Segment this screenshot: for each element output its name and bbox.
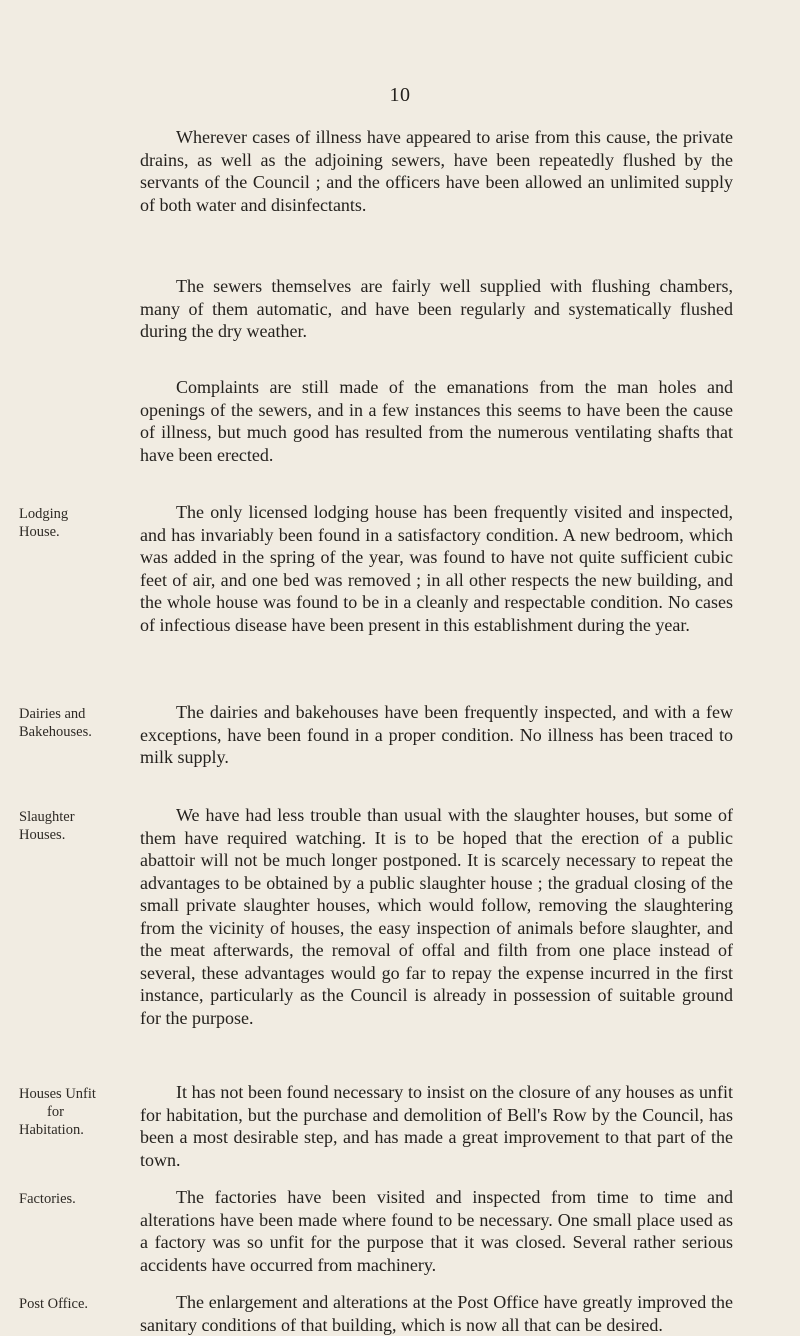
margin-line: Factories. — [19, 1191, 76, 1207]
margin-line: Lodging — [19, 506, 69, 522]
margin-heading-dairies — [19, 705, 131, 741]
margin-line: Houses. — [19, 827, 66, 843]
paragraph-factories: The factories have been visited and inspected from time to time and alterations have been made where found to be necessary. One small place used as a factory was so unfit for the purpose that it was closed. Several rather serious accidents have occurred from machinery. — [140, 1187, 733, 1275]
paragraph-houses-unfit: It has not been found necessary to insist on the closure of any houses as unfit for habitation, but the purchase and demolition of Bell's Row by the Council, has been a most desirable step, and has made a great improvement to that part of the town. — [140, 1082, 733, 1170]
margin-heading-houses-unfit — [19, 1085, 131, 1139]
margin-line: Slaughter — [19, 809, 75, 825]
paragraph-sewers: The sewers themselves are fairly well supplied with flushing chambers, many of them automatic, and have been regularly and systematically flushed during the dry weather. — [140, 276, 733, 341]
margin-heading-factories — [19, 1190, 131, 1208]
paragraph-drains: Wherever cases of illness have appeared to arise from this cause, the private drains, as well as the adjoining sewers, have been repeatedly flushed by the servants of the Council ; and the officers have been allowed an unlimited supply of both water and disinfectants. — [140, 127, 733, 215]
margin-line: Post Office. — [19, 1296, 89, 1312]
margin-heading-lodging-house — [19, 505, 131, 541]
margin-line: for — [47, 1104, 64, 1120]
margin-line: House. — [19, 524, 60, 540]
paragraph-slaughter-houses: We have had less trouble than usual with the slaughter houses, but some of them have required watching. It is to be hoped that the erection of a public abattoir will not be much longer postponed. It is scarcely necessary to repeat the advantages to be obtained by a public slaughter house ; the gradual closing of the small private slaughter houses, which would follow, removing the slaughtering from the vicinity of houses, the easy inspection of animals before slaughter, and the meat afterwards, the removal of offal and filth from one place instead of several, these advantages would go far to repay the expense incurred in the first instance, particularly as the Council is already in possession of suitable ground for the purpose. — [140, 805, 733, 1028]
paragraph-lodging-house: The only licensed lodging house has been frequently visited and inspected, and has invariably been found in a satisfactory condition. A new bedroom, which was added in the spring of the year, was found to have not quite sufficient cubic feet of air, and one bed was removed ; in all other respects the new building, and the whole house was found to be in a cleanly and respectable condition. No cases of infectious disease have been present in this establishment during the year. — [140, 502, 733, 635]
margin-line: Houses Unfit — [19, 1086, 96, 1102]
paragraph-dairies: The dairies and bakehouses have been frequently inspected, and with a few exceptions, have been found in a proper condition. No illness has been traced to milk supply. — [140, 702, 733, 767]
page-number: 10 — [389, 84, 411, 106]
margin-heading-post-office — [19, 1295, 131, 1313]
margin-line: Dairies and — [19, 706, 86, 722]
margin-heading-slaughter-houses — [19, 808, 131, 844]
margin-line: Habitation. — [19, 1122, 84, 1138]
paragraph-post-office: The enlargement and alterations at the Post Office have greatly improved the sanitary conditions of that building, which is now all that can be desired. — [140, 1292, 733, 1335]
margin-line: Bakehouses. — [19, 724, 92, 740]
paragraph-complaints: Complaints are still made of the emanations from the man holes and openings of the sewers, and in a few instances this seems to have been the cause of illness, but much good has resulted from the numerous ventilating shafts that have been erected. — [140, 377, 733, 465]
